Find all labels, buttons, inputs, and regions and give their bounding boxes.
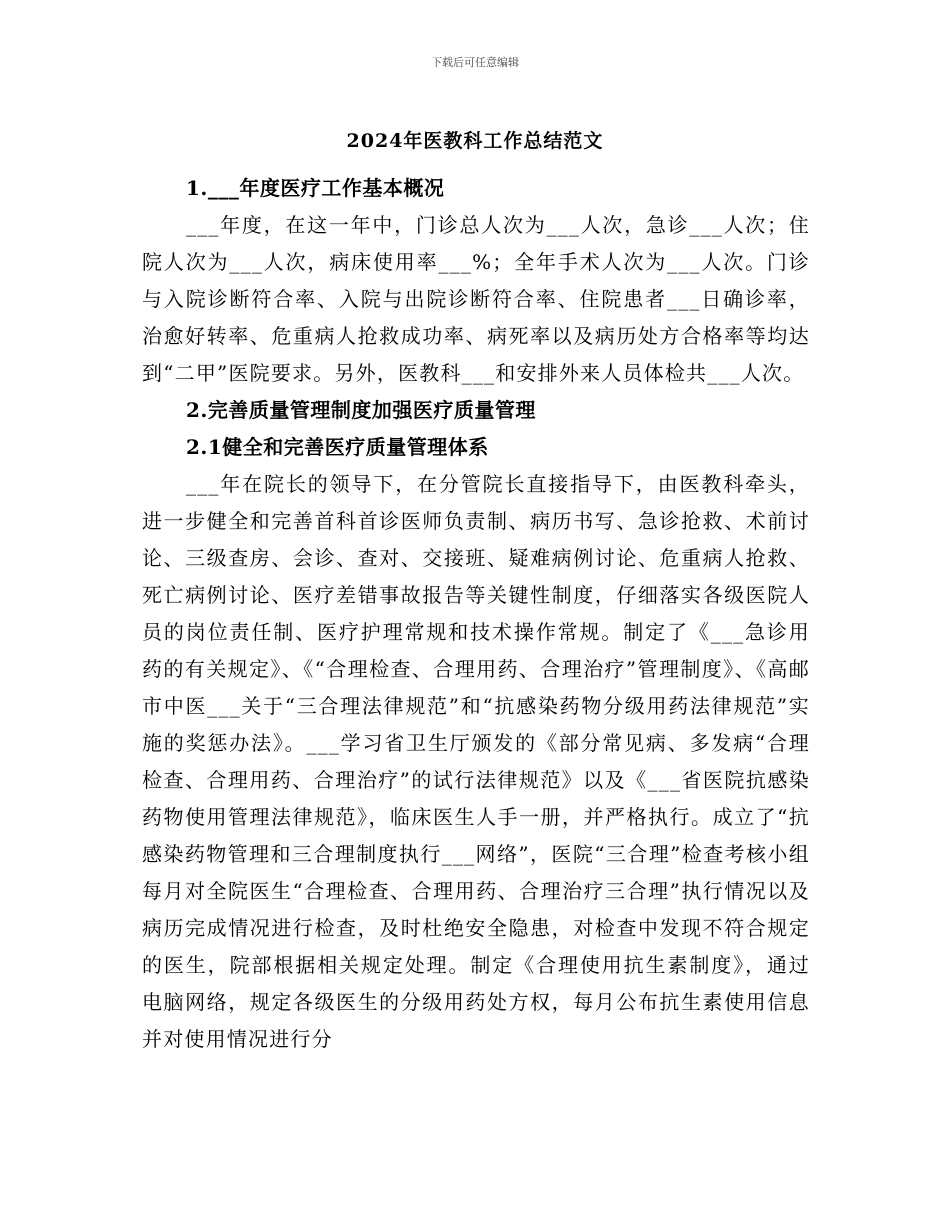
section-heading-1: 1.___年度医疗工作基本概况 <box>186 176 445 200</box>
document-body <box>142 170 810 1058</box>
section-subheading-2-1: 2.1健全和完善医疗质量管理体系 <box>186 435 489 459</box>
section-heading-2: 2.完善质量管理制度加强医疗质量管理 <box>186 398 536 422</box>
document-title: 2024年医教科工作总结范文 <box>346 130 604 152</box>
section-paragraph-1: ___年度，在这一年中，门诊总人次为___人次，急诊___人次；住院人次为___人次，病床使用率___%；全年手术人次为___人次。门诊与入院诊断符合率、入院与出院诊断符合率、住院患者___日确诊率，治愈好转率、危重病人抢救成功率、病死率以及病历处方合格率等均达到“二甲”医院要求。另外，医教科___和安排外来人员体检共___人次。 <box>142 213 810 385</box>
section-paragraph-2-1: ___年在院长的领导下，在分管院长直接指导下，由医教科牵头，进一步健全和完善首科首诊医师负责制、病历书写、急诊抢救、术前讨论、三级查房、会诊、查对、交接班、疑难病例讨论、危重病人抢救、死亡病例讨论、医疗差错事故报告等关键性制度，仔细落实各级医院人员的岗位责任制、医疗护理常规和技术操作常规。制定了《___急诊用药的有关规定》、《“合理检查、合理用药、合理治疗”管理制度》、《高邮市中医___关于“三合理法律规范”和“抗感染药物分级用药法律规范”实施的奖惩办法》。___学习省卫生厅颁发的《部分常见病、多发病“合理检查、合理用药、合理治疗”的试行法律规范》以及《___省医院抗感染药物使用管理法律规范》，临床医生人手一册，并严格执行。成立了“抗感染药物管理和三合理制度执行___网络”，医院“三合理”检查考核小组每月对全院医生“合理检查、合理用药、合理治疗三合理”执行情况以及病历完成情况进行检查，及时杜绝安全隐患，对检查中发现不符合规定的医生，院部根据相关规定处理。制定《合理使用抗生素制度》，通过电脑网络，规定各级医生的分级用药处方权，每月公布抗生素使用信息并对使用情况进行分 <box>142 472 810 1051</box>
page-header-note: 下载后可任意编辑 <box>431 56 519 69</box>
